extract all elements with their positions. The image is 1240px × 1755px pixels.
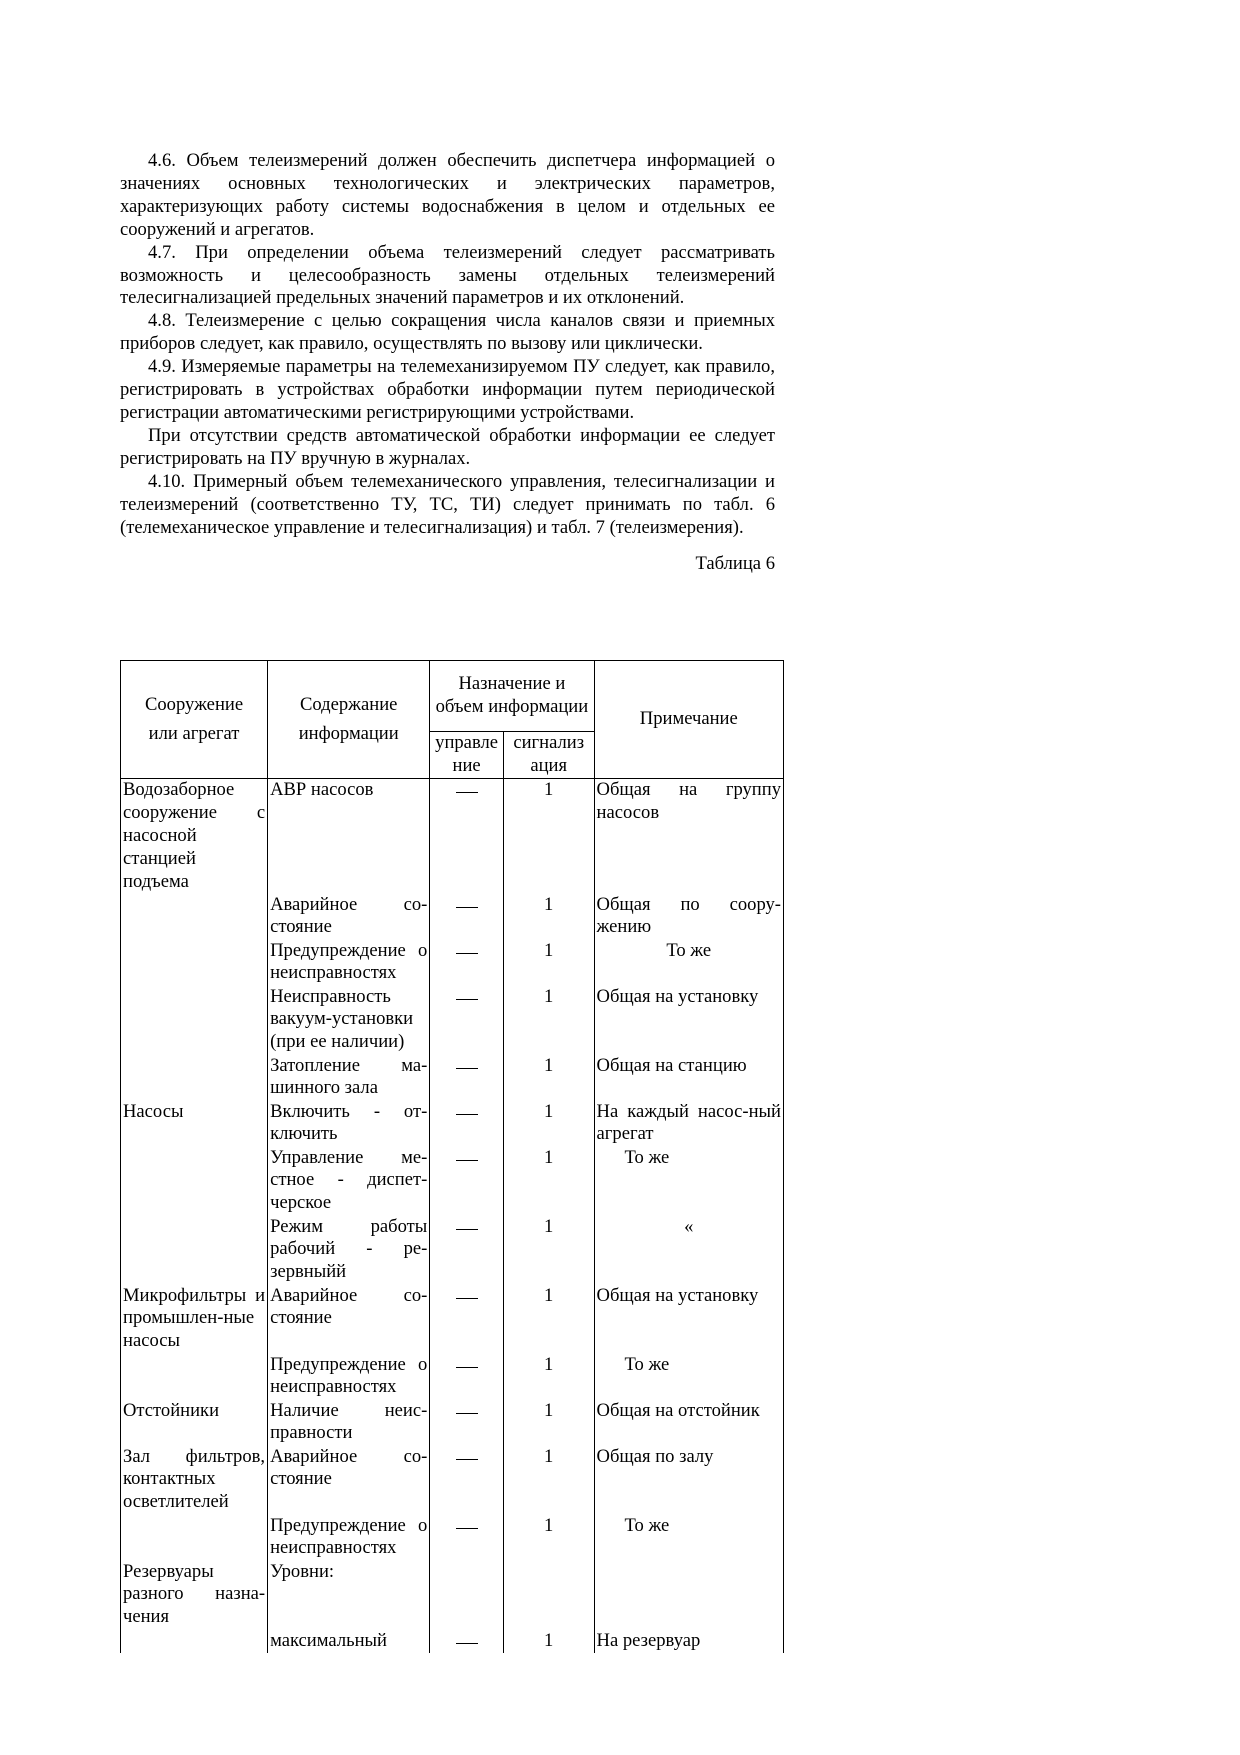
header-content-line2: информации <box>298 722 399 744</box>
cell-content: Управление ме-стное - диспет-черское <box>268 1147 430 1216</box>
paragraph-4-10: 4.10. Примерный объем телемеханического управления, телесигнализации и телеизмерений (соответственно ТУ, ТС, ТИ) следует принимать по табл. 6 (телемеханическое управление и телесигнализация) и табл. 7 (телеизмерения). <box>120 470 775 538</box>
cell-signal: 1 <box>503 1101 594 1147</box>
cell-control <box>430 1055 504 1101</box>
cell-structure <box>121 1055 268 1101</box>
cell-structure: Отстойники <box>121 1400 268 1446</box>
cell-control <box>430 1216 504 1285</box>
cell-note: То же <box>594 1515 783 1561</box>
cell-content: АВР насосов <box>268 779 430 894</box>
table-row <box>121 1354 784 1400</box>
cell-control <box>430 1354 504 1400</box>
cell-control <box>430 940 504 986</box>
dash-mark <box>456 1459 478 1460</box>
cell-signal: 1 <box>503 1147 594 1216</box>
dash-mark <box>456 1229 478 1230</box>
cell-note: « <box>594 1216 783 1285</box>
table-caption: Таблица 6 <box>695 553 775 575</box>
cell-control <box>430 1101 504 1147</box>
cell-note: То же <box>594 1147 783 1216</box>
table-row <box>121 940 784 986</box>
header-signal: сигнализ ация <box>503 732 594 779</box>
cell-note: Общая на группу насосов <box>594 779 783 894</box>
table-row <box>121 1515 784 1561</box>
paragraph-4-7: 4.7. При определении объема телеизмерений следует рассматривать возможность и целесообразность замены отдельных телеизмерений телесигнализацией предельных значений параметров и их отклонений. <box>120 241 775 309</box>
cell-signal: 1 <box>503 1354 594 1400</box>
cell-signal: 1 <box>503 1630 594 1653</box>
cell-content: Предупреждение о неисправностях <box>268 1354 430 1400</box>
paragraph-4-8: 4.8. Телеизмерение с целью сокращения числа каналов связи и приемных приборов следует, как правило, осуществлять по вызову или циклически. <box>120 310 775 355</box>
table-row <box>121 1400 784 1446</box>
cell-structure: Зал фильтров, контактных осветлителей <box>121 1446 268 1515</box>
cell-note: То же <box>594 1354 783 1400</box>
cell-control <box>430 986 504 1055</box>
header-structure-line1: Сооружение <box>144 693 244 715</box>
cell-structure <box>121 1515 268 1561</box>
cell-control <box>430 894 504 940</box>
cell-note: Общая на установку <box>594 986 783 1055</box>
cell-note: Общая по соору-жению <box>594 894 783 940</box>
table-row <box>121 779 784 894</box>
cell-structure: Микрофильтры и промышлен-ные насосы <box>121 1285 268 1354</box>
dash-mark <box>456 792 478 793</box>
cell-signal: 1 <box>503 894 594 940</box>
table-row <box>121 1446 784 1515</box>
cell-content: Аварийное со-стояние <box>268 1446 430 1515</box>
cell-structure <box>121 1216 268 1285</box>
cell-signal <box>503 1561 594 1630</box>
header-content-line1: Содержание <box>299 693 398 715</box>
cell-control <box>430 779 504 894</box>
cell-note <box>594 1561 783 1630</box>
cell-content: Аварийное со-стояние <box>268 1285 430 1354</box>
cell-signal: 1 <box>503 1055 594 1101</box>
cell-note: Общая на установку <box>594 1285 783 1354</box>
table-row <box>121 894 784 940</box>
paragraph-4-9: 4.9. Измеряемые параметры на телемеханизируемом ПУ следует, как правило, регистрировать в устройствах обработки информации путем периодической регистрации автоматическими регистрирующими устройствами. <box>120 356 775 423</box>
cell-signal: 1 <box>503 1285 594 1354</box>
cell-signal: 1 <box>503 940 594 986</box>
cell-structure: Резервуары разного назна-чения <box>121 1561 268 1630</box>
table-row <box>121 1630 784 1653</box>
cell-content: Режим работы рабочий - ре-зервныйй <box>268 1216 430 1285</box>
cell-structure: Водозаборное сооружение с насосной станцией подъема <box>121 779 268 894</box>
dash-mark <box>456 1298 478 1299</box>
header-control: управле ние <box>430 732 504 779</box>
header-structure <box>121 661 268 779</box>
cell-structure <box>121 894 268 940</box>
cell-note: Общая на отстойник <box>594 1400 783 1446</box>
header-note: Примечание <box>594 661 783 779</box>
cell-signal: 1 <box>503 1400 594 1446</box>
table-row <box>121 986 784 1055</box>
cell-signal: 1 <box>503 1515 594 1561</box>
cell-note: На резервуар <box>594 1630 783 1653</box>
paragraph-4-6: 4.6. Объем телеизмерений должен обеспечить диспетчера информацией о значениях основных технологических и электрических параметров, характеризующих работу системы водоснабжения в целом и отдельных ее сооружений и агрегатов. <box>120 150 775 240</box>
cell-control <box>430 1630 504 1653</box>
table-6 <box>120 660 784 1653</box>
table-row <box>121 1055 784 1101</box>
cell-structure <box>121 1147 268 1216</box>
table-row <box>121 1561 784 1630</box>
table-row <box>121 1216 784 1285</box>
cell-content: Уровни: <box>268 1561 430 1630</box>
cell-content: Предупреждение о неисправностях <box>268 1515 430 1561</box>
dash-mark <box>456 1367 478 1368</box>
table-row <box>121 1285 784 1354</box>
cell-structure <box>121 1354 268 1400</box>
paragraph-manual-registration: При отсутствии средств автоматической обработки информации ее следует регистрировать на ПУ вручную в журналах. <box>120 424 775 469</box>
document-body <box>120 150 775 576</box>
dash-mark <box>456 953 478 954</box>
cell-control <box>430 1561 504 1630</box>
header-purpose-group: Назначение и объем информации <box>430 661 594 732</box>
cell-content: максимальный <box>268 1630 430 1653</box>
cell-structure <box>121 986 268 1055</box>
cell-control <box>430 1400 504 1446</box>
header-content <box>268 661 430 779</box>
dash-mark <box>456 1114 478 1115</box>
cell-control <box>430 1285 504 1354</box>
cell-note: Общая на станцию <box>594 1055 783 1101</box>
cell-signal: 1 <box>503 986 594 1055</box>
cell-structure <box>121 1630 268 1653</box>
cell-signal: 1 <box>503 779 594 894</box>
cell-content: Включить - от-ключить <box>268 1101 430 1147</box>
dash-mark <box>456 1160 478 1161</box>
cell-note: То же <box>594 940 783 986</box>
dash-mark <box>456 907 478 908</box>
cell-control <box>430 1515 504 1561</box>
dash-mark <box>456 1413 478 1414</box>
cell-content: Наличие неис-правности <box>268 1400 430 1446</box>
cell-signal: 1 <box>503 1216 594 1285</box>
cell-content: Затопление ма-шинного зала <box>268 1055 430 1101</box>
cell-signal: 1 <box>503 1446 594 1515</box>
cell-structure <box>121 940 268 986</box>
cell-note: На каждый насос-ный агрегат <box>594 1101 783 1147</box>
table-row <box>121 1101 784 1147</box>
cell-control <box>430 1446 504 1515</box>
table-row <box>121 1147 784 1216</box>
cell-control <box>430 1147 504 1216</box>
cell-content: Неисправность вакуум-установки (при ее наличии) <box>268 986 430 1055</box>
cell-structure: Насосы <box>121 1101 268 1147</box>
cell-note: Общая по залу <box>594 1446 783 1515</box>
cell-content: Предупреждение о неисправностях <box>268 940 430 986</box>
header-structure-line2: или агрегат <box>148 722 240 744</box>
cell-content: Аварийное со-стояние <box>268 894 430 940</box>
dash-mark <box>456 1643 478 1644</box>
dash-mark <box>456 1528 478 1529</box>
dash-mark <box>456 999 478 1000</box>
dash-mark <box>456 1068 478 1069</box>
